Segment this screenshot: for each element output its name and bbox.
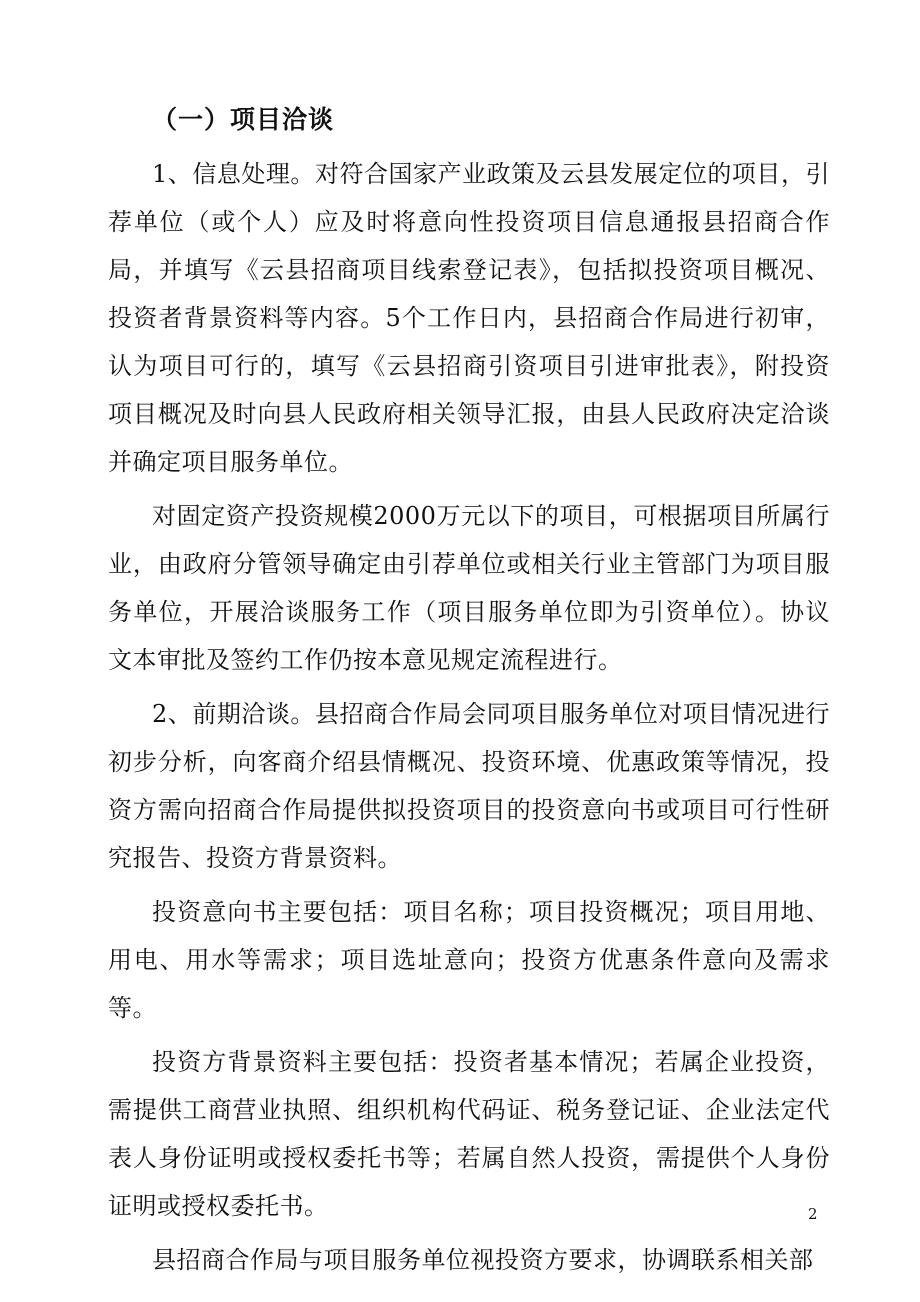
page-number: 2: [808, 1205, 818, 1223]
paragraph-letter-of-intent: 投资意向书主要包括：项目名称；项目投资概况；项目用地、用电、用水等需求；项目选址意向；投资方优惠条件意向及需求等。: [108, 898, 830, 1022]
paragraph-investor-background: 投资方背景资料主要包括：投资者基本情况；若属企业投资，需提供工商营业执照、组织机构代码证、税务登记证、企业法定代表人身份证明或授权委托书等；若属自然人投资，需提供个人身份证明或授权委托书。: [108, 1048, 830, 1220]
paragraph-information-processing: 1、信息处理。对符合国家产业政策及云县发展定位的项目，引荐单位（或个人）应及时将意向性投资项目信息通报县招商合作局，并填写《云县招商项目线索登记表》，包括拟投资项目概况、投资者背景资料等内容。5个工作日内，县招商合作局进行初审，认为项目可行的，填写《云县招商引资项目引进审批表》，附投资项目概况及时向县人民政府相关领导汇报，由县人民政府决定洽谈并确定项目服务单位。: [108, 160, 830, 476]
paragraph-fixed-asset-rule: 对固定资产投资规模2000万元以下的项目，可根据项目所属行业，由政府分管领导确定由引荐单位或相关行业主管部门为项目服务单位，开展洽谈服务工作（项目服务单位即为引资单位）。协议文本审批及签约工作仍按本意见规定流程进行。: [108, 502, 830, 674]
paragraph-coordination: 县招商合作局与项目服务单位视投资方要求，协调联系相关部: [152, 1246, 814, 1274]
document-body: [108, 96, 830, 1284]
section-heading: （一）项目洽谈: [152, 105, 335, 134]
paragraph-preliminary-negotiation: 2、前期洽谈。县招商合作局会同项目服务单位对项目情况进行初步分析，向客商介绍县情概况、投资环境、优惠政策等情况，投资方需向招商合作局提供拟投资项目的投资意向书或项目可行性研究报告、投资方背景资料。: [108, 700, 830, 872]
